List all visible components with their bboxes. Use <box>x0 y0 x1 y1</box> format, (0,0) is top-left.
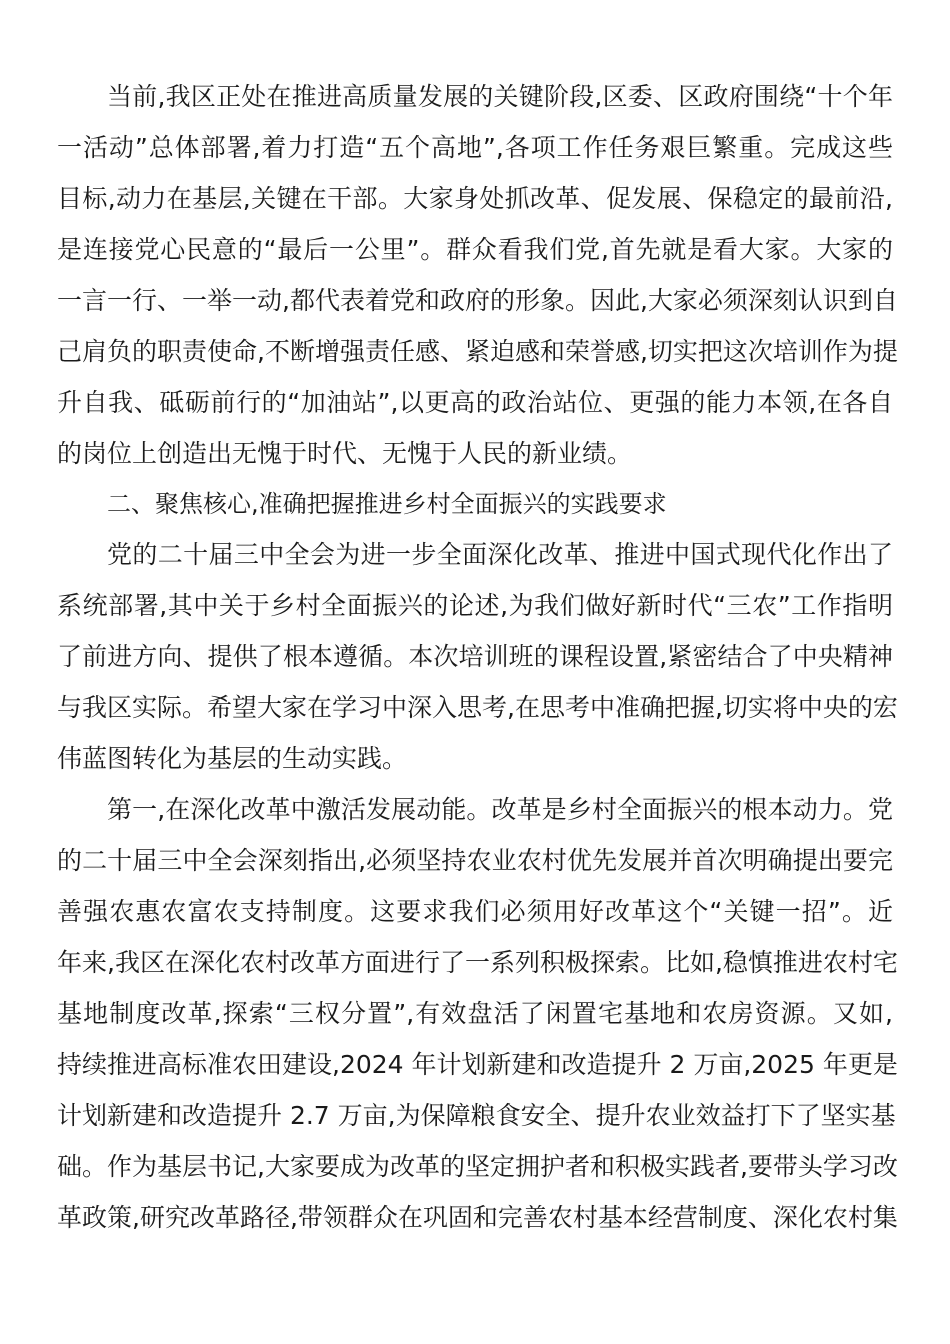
paragraph-line: 的二十届三中全会深刻指出,必须坚持农业农村优先发展并首次明确提出要完 <box>57 846 893 875</box>
paragraph-line: 计划新建和改造提升 2.7 万亩,为保障粮食安全、提升农业效益打下了坚实基 <box>57 1101 896 1130</box>
paragraph-line: 己肩负的职责使命,不断增强责任感、紧迫感和荣誉感,切实把这次培训作为提 <box>57 337 898 366</box>
paragraph-line: 年来,我区在深化农村改革方面进行了一系列积极探索。比如,稳慎推进农村宅 <box>57 948 898 977</box>
paragraph-line: 伟蓝图转化为基层的生动实践。 <box>57 744 408 773</box>
paragraph-line: 一活动”总体部署,着力打造“五个高地”,各项工作任务艰巨繁重。完成这些 <box>57 133 893 162</box>
paragraph-line: 目标,动力在基层,关键在干部。大家身处抓改革、促发展、保稳定的最前沿, <box>57 184 893 213</box>
paragraph-line: 当前,我区正处在推进高质量发展的关键阶段,区委、区政府围绕“十个年 <box>107 82 893 111</box>
paragraph-line: 基地制度改革,探索“三权分置”,有效盘活了闲置宅基地和农房资源。又如, <box>57 999 893 1028</box>
paragraph-line: 是连接党心民意的“最后一公里”。群众看我们党,首先就是看大家。大家的 <box>57 235 893 264</box>
paragraph-line: 系统部署,其中关于乡村全面振兴的论述,为我们做好新时代“三农”工作指明 <box>57 591 893 620</box>
paragraph-line: 第一,在深化改革中激活发展动能。改革是乡村全面振兴的根本动力。党 <box>107 795 893 824</box>
section-heading: 二、聚焦核心,准确把握推进乡村全面振兴的实践要求 <box>107 490 667 518</box>
paragraph-line: 党的二十届三中全会为进一步全面深化改革、推进中国式现代化作出了 <box>107 540 893 569</box>
paragraph-line: 革政策,研究改革路径,带领群众在巩固和完善农村基本经营制度、深化农村集 <box>57 1203 898 1232</box>
paragraph-line: 善强农惠农富农支持制度。这要求我们必须用好改革这个“关键一招”。近 <box>57 897 893 926</box>
paragraph-line: 持续推进高标准农田建设,2024 年计划新建和改造提升 2 万亩,2025 年更是 <box>57 1050 898 1079</box>
paragraph-line: 一言一行、一举一动,都代表着党和政府的形象。因此,大家必须深刻认识到自 <box>57 286 898 315</box>
paragraph-line: 础。作为基层书记,大家要成为改革的坚定拥护者和积极实践者,要带头学习改 <box>57 1152 898 1181</box>
paragraph-line: 了前进方向、提供了根本遵循。本次培训班的课程设置,紧密结合了中央精神 <box>57 642 893 671</box>
paragraph-line: 的岗位上创造出无愧于时代、无愧于人民的新业绩。 <box>57 439 633 468</box>
paragraph-line: 升自我、砥砺前行的“加油站”,以更高的政治站位、更强的能力本领,在各自 <box>57 388 893 417</box>
paragraph-line: 与我区实际。希望大家在学习中深入思考,在思考中准确把握,切实将中央的宏 <box>57 693 898 722</box>
